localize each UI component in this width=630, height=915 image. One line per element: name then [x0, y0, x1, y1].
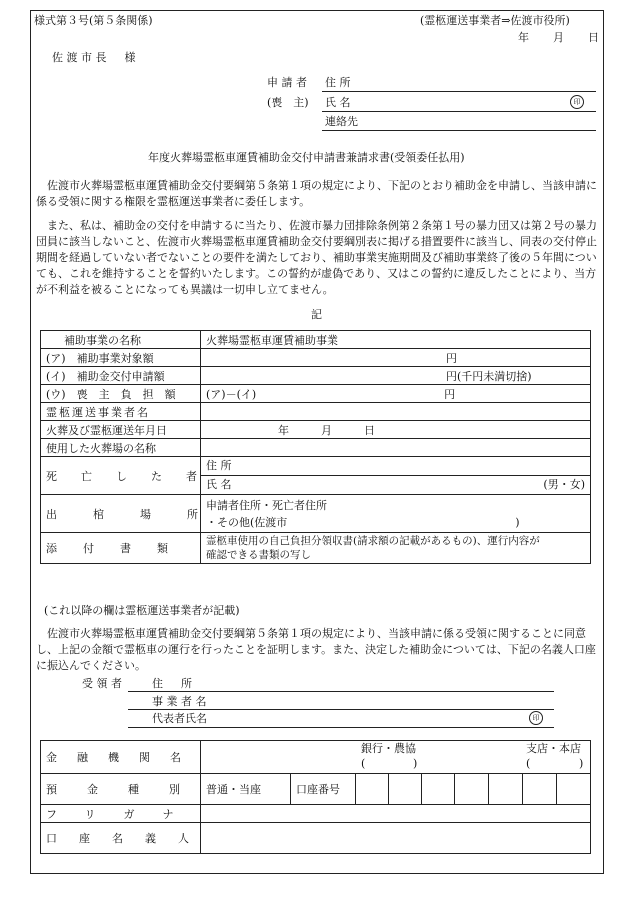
applicant-name-line: [322, 111, 596, 112]
form-number: 様式第３号(第５条関係): [34, 14, 153, 27]
table-row: [41, 367, 591, 385]
project-name-value: 火葬場霊柩車運賃補助事業: [201, 331, 591, 349]
bank-table: [40, 740, 591, 854]
applicant-address-label: 住 所: [325, 76, 351, 89]
ki-heading: 記: [311, 308, 322, 321]
account-digit-1[interactable]: [356, 774, 389, 805]
table-row: [41, 349, 591, 367]
project-name-label-text: 補助事業の名称: [64, 333, 141, 347]
receiver-seal-mark: 印: [529, 711, 543, 725]
mourner-burden-field[interactable]: [201, 385, 591, 403]
account-holder-label-text: 口座名義人: [46, 832, 211, 845]
mourner-burden-unit: 円: [444, 387, 456, 401]
target-amount-label: (ア) 補助事業対象額: [41, 349, 201, 367]
crematorium-label: 使用した火葬場の名称: [41, 439, 201, 457]
account-type-choice[interactable]: 普通・当座: [201, 774, 291, 805]
table-row: [41, 457, 591, 495]
applicant-seal-mark: 印: [570, 95, 584, 109]
receiver-rep-label: 代表者氏名: [152, 712, 207, 725]
date-month-label: 月: [553, 31, 564, 44]
table-row: [41, 385, 591, 403]
account-digit-7[interactable]: [557, 774, 591, 805]
bank-paren-close: ): [413, 757, 418, 770]
requested-amount-label: (イ) 補助金交付申請額: [41, 367, 201, 385]
burden-formula: (ア)－(イ): [206, 387, 257, 401]
departure-place-label: [41, 495, 234, 533]
table-row: [41, 421, 591, 439]
departure-line1: 申請者住所・死亡者住所: [206, 498, 327, 512]
account-type-label-text: 預金種別: [46, 783, 210, 796]
bank-name-label-text: 金融機関名: [46, 751, 201, 764]
bank-paren-open: (: [361, 757, 366, 770]
receiver-address-line: [128, 691, 554, 692]
departure-place-field[interactable]: [201, 495, 591, 533]
deceased-label-text: 死亡した者: [46, 469, 221, 483]
carrier-section-note: (これ以降の欄は霊柩運送事業者が記載): [44, 604, 240, 617]
transport-year-label: 年: [278, 423, 289, 437]
account-digit-3[interactable]: [422, 774, 455, 805]
paragraph-carrier-consent: 佐渡市火葬場霊柩車運賃補助金交付要綱第５条第１項の規定により、当該申請に係る受領に関することに同意し、上記の金額で霊柩車の運行を行ったことを証明します。また、決定した補助金については、下記の名義人口座に振込んでください。: [36, 627, 596, 672]
departure-close-paren: ): [515, 515, 520, 529]
transport-month-label: 月: [321, 423, 332, 437]
table-row: [41, 805, 591, 823]
date-year-label: 年: [518, 31, 529, 44]
table-row: [41, 774, 591, 805]
attachments-label: [41, 533, 201, 564]
account-holder-label: [41, 823, 211, 854]
receiver-business-label: 事 業 者 名: [152, 695, 207, 708]
bank-type-choice: 銀行・農協: [361, 742, 416, 755]
transport-date-label: 火葬及び霊柩運送年月日: [41, 421, 201, 439]
table-row: [41, 741, 591, 774]
bank-name-field[interactable]: [201, 741, 591, 774]
deceased-address-label: 住 所: [206, 459, 232, 472]
receiver-label: 受 領 者: [82, 677, 122, 690]
requested-amount-unit: 円(千円未満切捨): [446, 369, 532, 383]
bank-name-label: [41, 741, 201, 774]
document-title: 年度火葬場霊柩車運賃補助金交付申請書兼請求書(受領委任払用): [148, 151, 465, 164]
project-name-label: [41, 331, 201, 349]
target-amount-unit: 円: [446, 351, 457, 365]
target-amount-field[interactable]: [201, 349, 591, 367]
table-row: [41, 331, 591, 349]
departure-place-label-text: 出棺場所: [46, 507, 234, 521]
transport-day-label: 日: [364, 423, 375, 437]
carrier-name-label: 霊柩運送事業者名: [41, 403, 201, 421]
transport-date-field[interactable]: [201, 421, 591, 439]
branch-paren-open: (: [526, 757, 531, 770]
furigana-label-text: フリガナ: [46, 807, 202, 821]
applicant-address-line: [322, 91, 596, 92]
requested-amount-field[interactable]: [201, 367, 591, 385]
account-digit-4[interactable]: [455, 774, 489, 805]
applicant-sub-label: (喪 主): [267, 96, 309, 109]
account-digit-5[interactable]: [489, 774, 523, 805]
departure-line2: ・その他(佐渡市: [206, 515, 288, 529]
account-number-label: 口座番号: [291, 774, 356, 805]
table-row: [41, 823, 591, 854]
applicant-label: 申 請 者: [267, 76, 307, 89]
crematorium-field[interactable]: [201, 439, 591, 457]
receiver-rep-line: [128, 727, 554, 728]
table-row: [41, 533, 591, 564]
furigana-label: [41, 805, 201, 823]
account-digit-2[interactable]: [389, 774, 422, 805]
receiver-business-line: [128, 709, 554, 710]
deceased-name-label: 氏 名: [206, 478, 232, 491]
deceased-name-field[interactable]: [201, 475, 590, 494]
deceased-sex-choice: (男・女): [543, 478, 585, 491]
deceased-address-field[interactable]: [201, 457, 590, 475]
deceased-field: [201, 457, 591, 495]
attachments-label-text: 添付書類: [46, 542, 194, 555]
application-table: [40, 330, 591, 564]
addressee: 佐 渡 市 長 様: [52, 51, 136, 64]
route-note: (霊柩運送事業者⇒佐渡市役所): [420, 14, 570, 27]
paragraph-delegation: 佐渡市火葬場霊柩車運賃補助金交付要綱第５条第１項の規定により、下記のとおり補助金を申請し、当該申請に係る受領に関する権限を霊柩運送事業者に委任します。: [36, 179, 597, 208]
attachments-value: [201, 533, 591, 564]
carrier-name-field[interactable]: [201, 403, 591, 421]
table-row: [41, 439, 591, 457]
attachments-line1: 霊柩車使用の自己負担分領収書(請求額の記載があるもの)、運行内容が: [206, 535, 540, 547]
paragraph-pledge: また、私は、補助金の交付を申請するに当たり、佐渡市暴力団排除条例第２条第１号の暴力団又は第２号の暴力団員に該当しないこと、佐渡市火葬場霊柩車運賃補助金交付要綱別表に掲げる措置要件に該当し、同表の交付停止期間を経過していない者でないことの要件を満たしており、補助事業実施期間及び補助事業終了後の５年間についても、これを維持することを誓約いたします。この誓約が虚偽であり、又はこの誓約に違反したことにより、当方が不利益を被ることになっても異議は一切申し立てません。: [36, 219, 597, 296]
receiver-address-label: 住 所: [152, 677, 192, 690]
account-digit-6[interactable]: [523, 774, 557, 805]
account-holder-field[interactable]: [201, 823, 591, 854]
applicant-contact-label: 連絡先: [325, 115, 358, 128]
applicant-contact-line: [322, 130, 596, 131]
date-day-label: 日: [588, 31, 599, 44]
branch-type-choice: 支店・本店: [526, 742, 581, 755]
account-type-label: [41, 774, 210, 805]
furigana-field[interactable]: [201, 805, 591, 823]
applicant-name-label: 氏 名: [325, 96, 351, 109]
table-row: [41, 403, 591, 421]
branch-paren-close: ): [579, 757, 584, 770]
attachments-line2: 確認できる書類の写し: [206, 549, 311, 561]
table-row: [41, 495, 591, 533]
mourner-burden-label: (ウ) 喪 主 負 担 額: [41, 385, 201, 403]
